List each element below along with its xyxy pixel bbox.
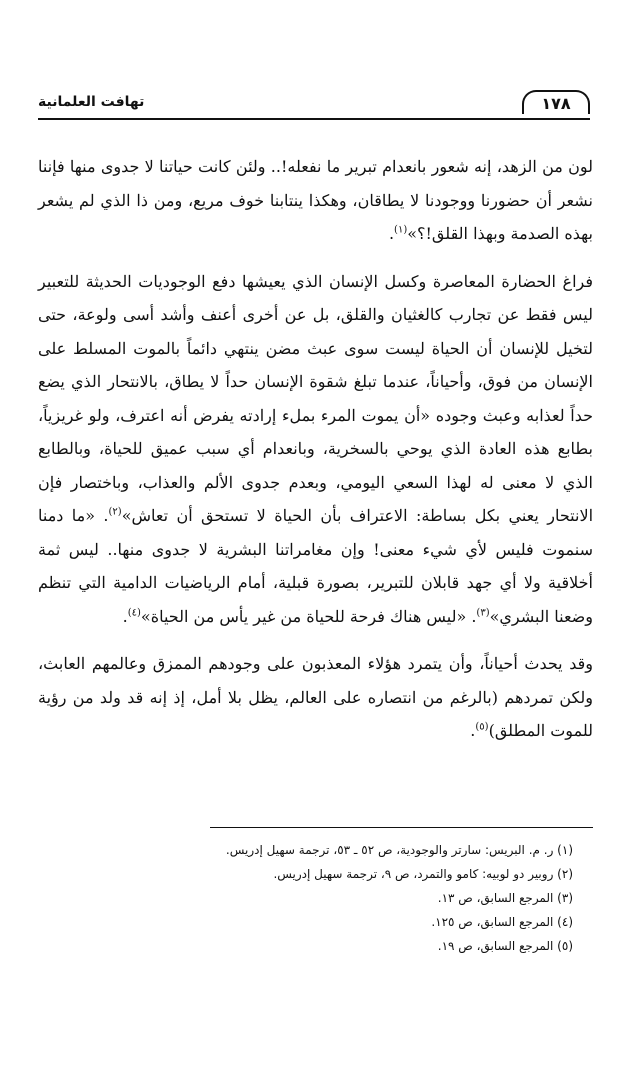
- footnote-item: (٣) المرجع السابق، ص ١٣.: [437, 891, 573, 905]
- paragraph-3: وقد يحدث أحياناً، وأن يتمرد هؤلاء المعذبون على وجودهم الممزق وعالمهم العابث، ولكن تمردهم (بالرغم من انتصاره على العالم، يظل بلا أمل، إذ إنه قد ولد من رؤية للموت المطلق)$^{(٥)}$.: [38, 654, 594, 740]
- paragraph-1: لون من الزهد، إنه شعور بانعدام تبرير ما نفعله!.. ولئن كانت حياتنا لا جدوى منها فإننا نشعر أن حضورنا ووجودنا لا يطاقان، وهكذا ينتابنا خوف مريع، ومن ذا الذي لم يشعر بهذه الصدمة وبهذا القلق!؟»$^{(١)}$.: [38, 157, 593, 243]
- footnotes: [38, 838, 573, 958]
- page-header: [38, 88, 590, 120]
- footnote-item: (٤) المرجع السابق، ص ١٢٥.: [431, 915, 573, 929]
- running-title: تهافت العلمانية: [38, 94, 145, 110]
- paragraph-2: فراغ الحضارة المعاصرة وكسل الإنسان الذي يعيشها دفع الوجوديات الحديثة للتعبير ليس فقط عن تجارب كالغثيان والقلق، بل عن أخرى أعنف وأشد أسى ولوعة، حتى لتخيل للإنسان أن الحياة ليست سوى عبث مضن ينتهي دائماً بالموت المسلط على الإنسان من فوق، وأحياناً، عندما تبلغ شقوة الإنسان حداً لا يطاق، بالانتحار الذي يضع حداً لعذابه وعبث وجوده «أن يموت المرء بملء إرادته يفرض أنه اعترف، ولو غريزياً، بطابع هذه العادة الذي يوحي بالسخرية، وبانعدام أي سبب عميق للحياة، وبالطابع الذي لا معنى له لهذا السعي اليومي، وبعدم جدوى الألم والعذاب، وباختصار فإن الانتحار يعني بكل بساطة: الاعتراف بأن الحياة لا تستحق أن تعاش»$^{(٢)}$. «ما دمنا سنموت فليس لأي شيء معنى! وإن مغامراتنا البشرية لا جدوى منها.. ليس ثمة أخلاقية ولا أي جهد قابلان للتبرير، بصورة قبلية، أمام الرياضيات الدامية التي تنظم وضعنا البشري»$^{(٣)}$. «ليس هناك فرحة للحياة من غير يأس من الحياة»$^{(٤)}$.: [38, 271, 594, 626]
- main-text: [38, 150, 593, 748]
- footnote-item: (١) ر. م. البريس: سارتر والوجودية، ص ٥٢ ـ ٥٣، ترجمة سهيل إدريس.: [225, 843, 573, 857]
- footnote-ref: (٣): [476, 607, 490, 619]
- footnote-ref: (١): [394, 224, 408, 236]
- footnote-ref: (٥): [475, 721, 489, 733]
- footnote-ref: (٢): [108, 506, 122, 518]
- page-number: ١٧٨: [522, 90, 590, 114]
- footnote-ref: (٤): [127, 607, 141, 619]
- footnote-item: (٥) المرجع السابق، ص ١٩.: [437, 939, 573, 953]
- footnote-item: (٢) روبير دو لوبيه: كامو والتمرد، ص ٩، ترجمة سهيل إدريس.: [273, 867, 573, 881]
- footnote-separator: [210, 827, 593, 828]
- header-rule: [38, 118, 590, 120]
